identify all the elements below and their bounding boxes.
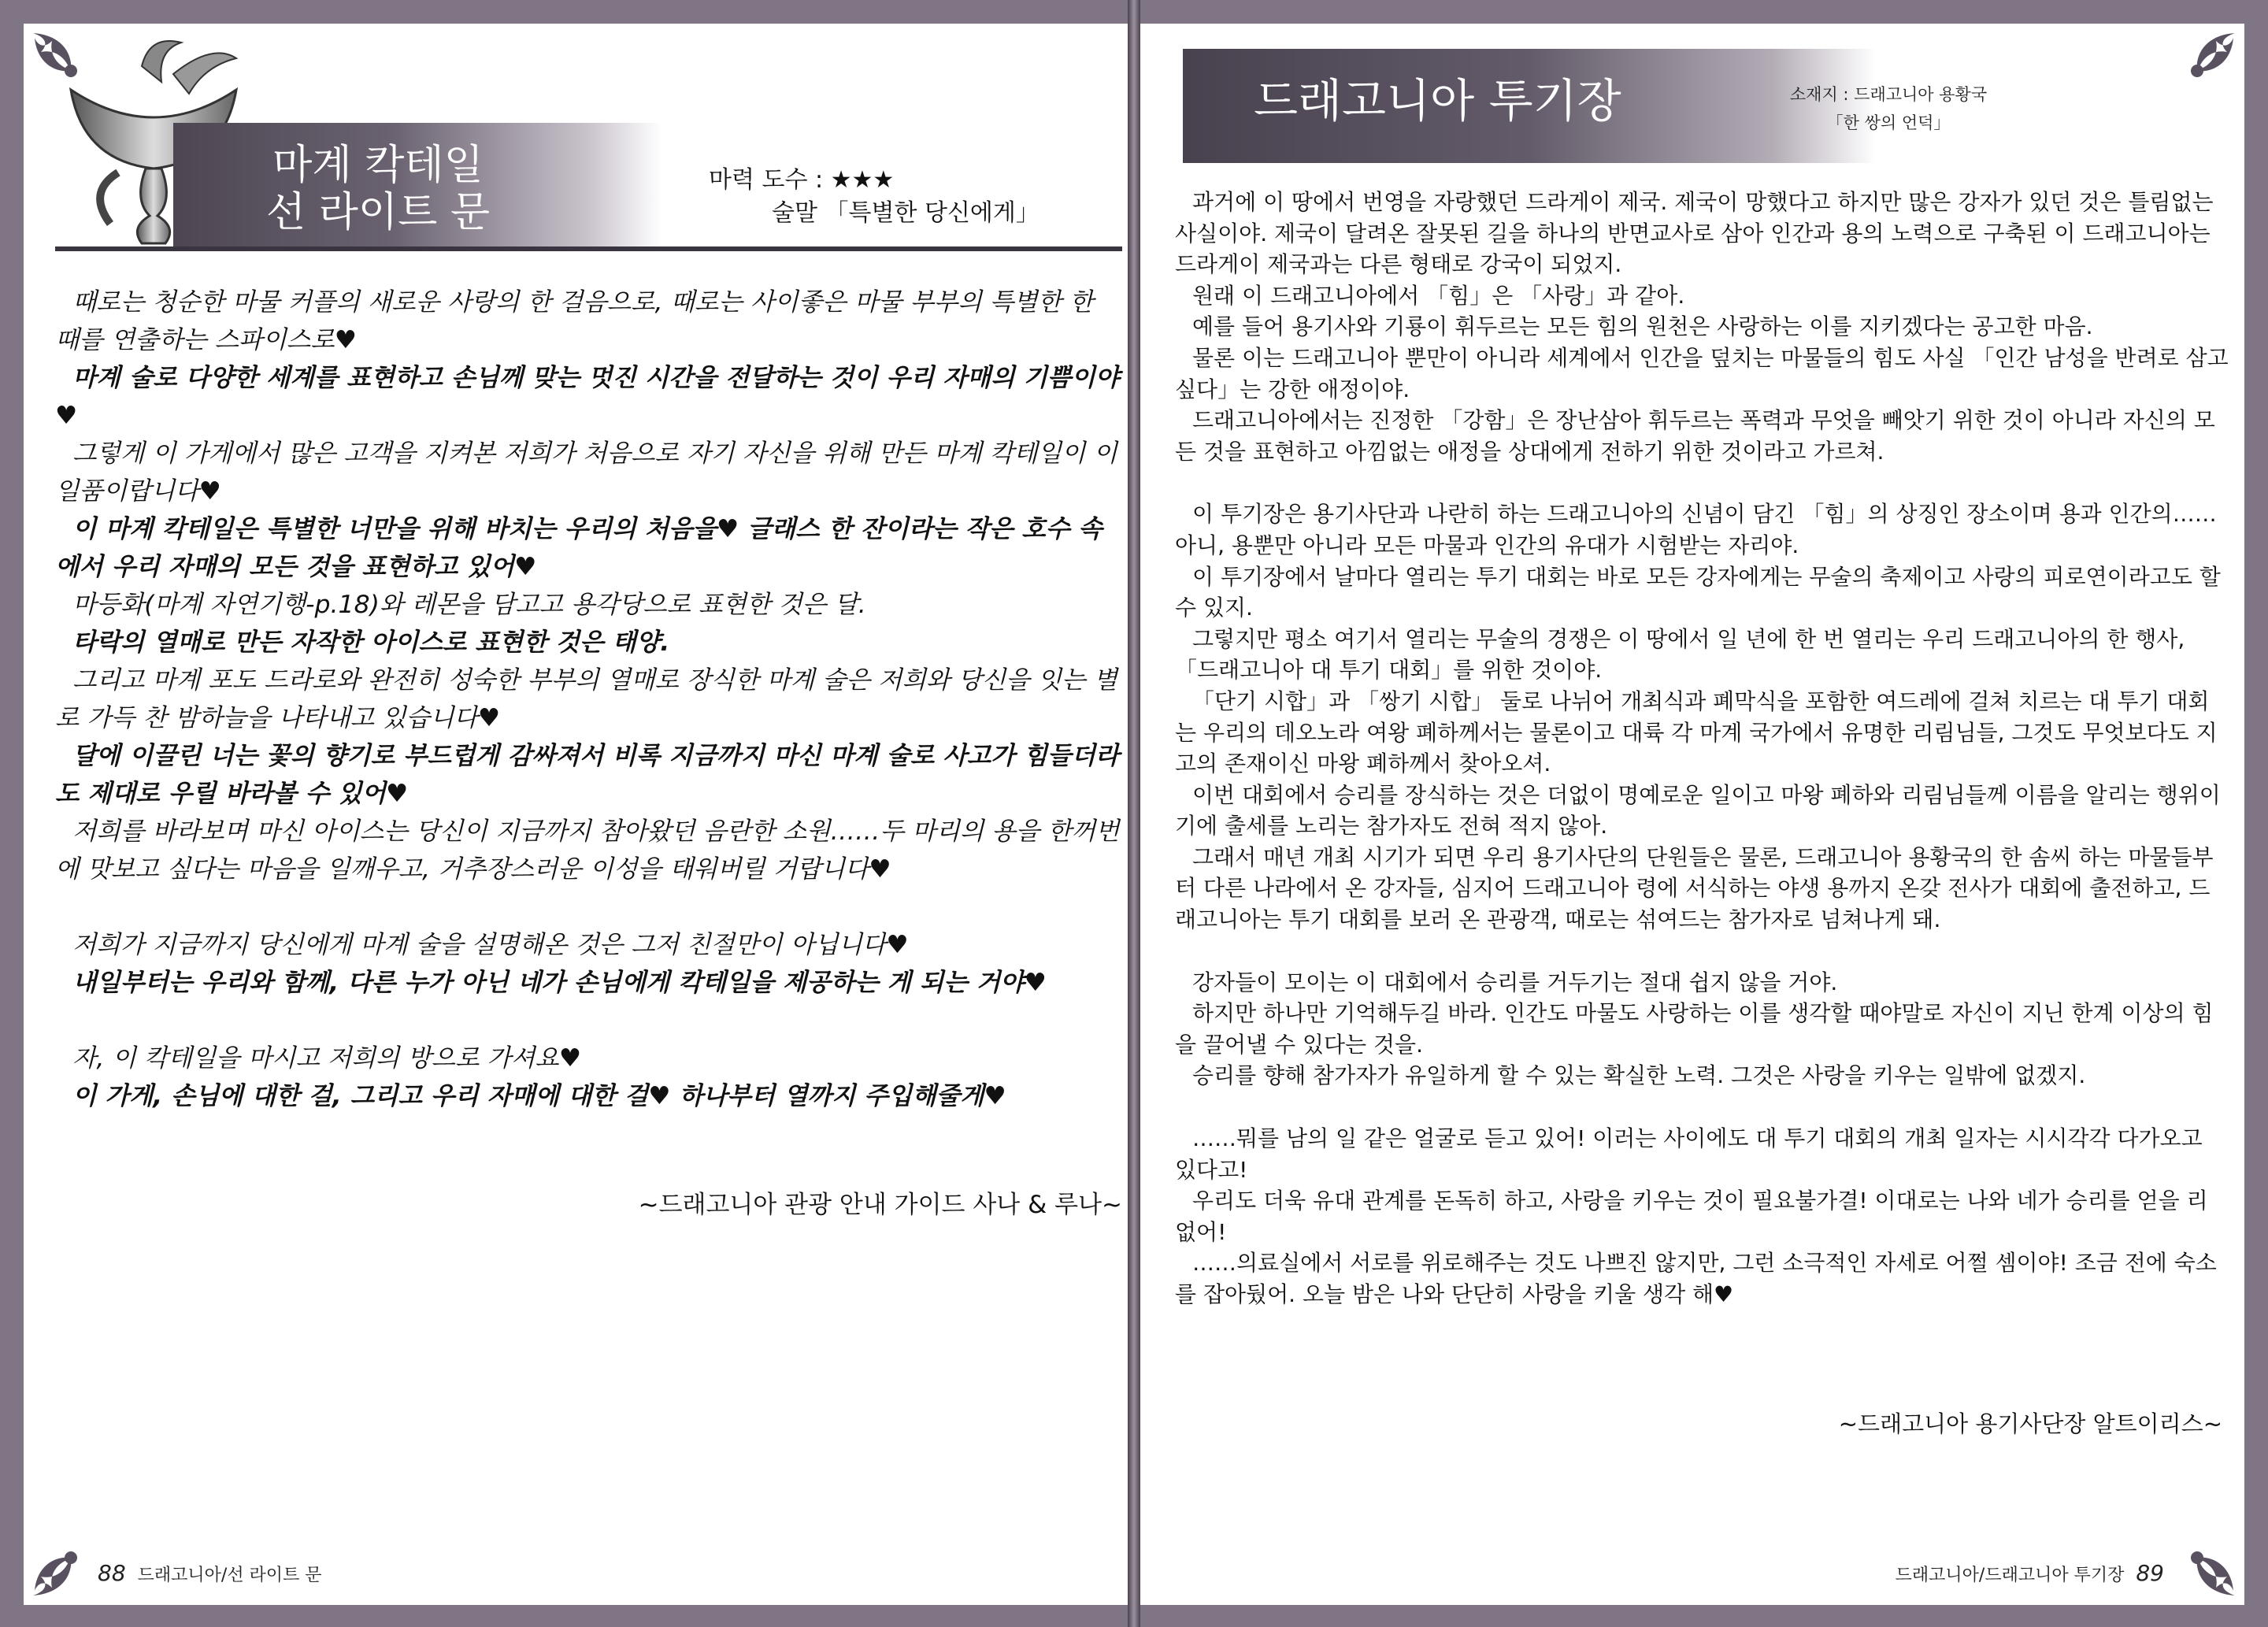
- right-page: [1140, 24, 2244, 1605]
- paragraph: 물론 이는 드래고니아 뿐만이 아니라 세계에서 인간을 덮치는 마물들의 힘도 사실 「인간 남성을 반려로 삼고 싶다」는 강한 애정이야.: [1175, 344, 2229, 402]
- paragraph: 그리고 마계 포도 드라로와 완전히 성숙한 부부의 열매로 장식한 마계 술은 저희와 당신을 잇는 별로 가득 찬 밤하늘을 나타내고 있습니다♥: [55, 666, 1117, 732]
- signature: ~드래고니아 관광 안내 가이드 사나 & 루나~: [638, 1191, 1122, 1219]
- paragraph: 하지만 하나만 기억해두길 바라. 인간도 마물도 사랑하는 이를 생각할 때야말로 자신이 지닌 한계 이상의 힘을 끌어낼 수 있다는 것을.: [1175, 1000, 2214, 1058]
- paragraph: 내일부터는 우리와 함께, 다른 누가 아닌 네가 손님에게 칵테일을 제공하는 게 되는 거야♥: [72, 969, 1047, 997]
- page-footer: [1896, 1558, 2170, 1592]
- paragraph: 승리를 향해 참가자가 유일하게 할 수 있는 확실한 노력. 그것은 사랑을 키우는 일밖에 없겠지.: [1192, 1062, 2086, 1089]
- location-line: 소재지 : 드래고니아 용황국: [1789, 85, 1988, 104]
- paragraph: 타락의 열매로 만든 자작한 아이스로 표현한 것은 태양.: [72, 628, 670, 657]
- page-number: 88: [98, 1560, 126, 1586]
- paragraph: 그렇게 이 가게에서 많은 고객을 지켜본 저희가 처음으로 자기 자신을 위해 만든 마계 칵테일이 이 일품이랍니다♥: [55, 439, 1117, 506]
- ornament-corner-top-right-icon: [2155, 27, 2241, 113]
- paragraph: 저희를 바라보며 마신 아이스는 당신이 지금까지 참아왔던 음란한 소원……두 마리의 용을 한꺼번에 맛보고 싶다는 마음을 일깨우고, 거추장스러운 이성을 태워버릴 거랍니다♥: [55, 817, 1120, 884]
- paragraph: ……뭐를 남의 일 같은 얼굴로 듣고 있어! 이러는 사이에도 대 투기 대회의 개최 일자는 시시각각 다가오고 있다고!: [1175, 1125, 2203, 1183]
- paragraph: 그렇지만 평소 여기서 열리는 무술의 경쟁은 이 땅에서 일 년에 한 번 열리는 우리 드래고니아의 한 행사, 「드래고니아 대 투기 대회」를 위한 것이야.: [1175, 625, 2185, 684]
- book-spine: [1128, 0, 1140, 1627]
- page-number: 89: [2136, 1560, 2164, 1586]
- paragraph: 원래 이 드래고니아에서 「힘」은 「사랑」과 같아.: [1192, 282, 1685, 309]
- signature: ~드래고니아 용기사단장 알트이리스~: [1838, 1410, 2222, 1437]
- paragraph: 우리도 더욱 유대 관계를 돈독히 하고, 사랑을 키우는 것이 필요불가결! 이대로는 나와 네가 승리를 얻을 리 없어!: [1175, 1188, 2208, 1245]
- footer-label: 드래고니아/드래고니아 투기장: [1895, 1566, 2125, 1585]
- footer-label: 드래고니아/선 라이트 문: [137, 1566, 322, 1585]
- drink-meta: [709, 164, 1118, 230]
- magic-rating: 마력 도수 : ★★★: [709, 166, 895, 194]
- paragraph: 마등화(마계 자연기행-p.18)와 레몬을 담고고 용각당으로 표현한 것은 달.: [72, 591, 866, 619]
- page-title: 마계 칵테일 선 라이트 문: [265, 142, 491, 236]
- paragraph: 이 마계 칵테일은 특별한 너만을 위해 바치는 우리의 처음을♥ 글래스 한 잔이라는 작은 호수 속에서 우리 자매의 모든 것을 표현하고 있어♥: [55, 515, 1102, 581]
- paragraph: 과거에 이 땅에서 번영을 자랑했던 드라게이 제국. 제국이 망했다고 하지만 많은 강자가 있던 것은 틀림없는 사실이야. 제국이 달려온 잘못된 길을 하나의 반면교사로 삼아 인간과 용의 노력으로 구축된 이 드래고니아는 드라게이 제국과는 다른 형태로 강국이 되었지.: [1175, 189, 2214, 278]
- paragraph: 「단기 시합」과 「쌍기 시합」 둘로 나뉘어 개최식과 폐막식을 포함한 여드레에 걸쳐 치르는 대 투기 대회는 우리의 데오노라 여왕 폐하께서는 물론이고 대륙 각 마계 국가에서 유명한 리림님들, 그것도 무엇보다도 지고의 존재이신 마왕 폐하께서 찾아오셔.: [1175, 687, 2218, 777]
- paragraph: 때로는 청순한 마물 커플의 새로운 사랑의 한 걸음으로, 때로는 사이좋은 마물 부부의 특별한 한 때를 연출하는 스파이스로♥: [55, 288, 1094, 354]
- paragraph: 이 투기장에서 날마다 열리는 투기 대회는 바로 모든 강자에게는 무술의 축제이고 사랑의 피로연이라고도 할 수 있지.: [1175, 563, 2221, 621]
- article-body: [55, 284, 1122, 1115]
- location-line: 「한 쌍의 언덕」: [1826, 113, 1951, 132]
- location-info: [1762, 80, 2014, 137]
- paragraph: 저희가 지금까지 당신에게 마계 술을 설명해온 것은 그저 친절만이 아닙니다♥: [72, 931, 909, 959]
- paragraph: 달에 이끌린 너는 꽃의 향기로 부드럽게 감싸져서 비록 지금까지 마신 마계 술로 사고가 힘들더라도 제대로 우릴 바라볼 수 있어♥: [55, 742, 1120, 808]
- paragraph: 강자들이 모이는 이 대회에서 승리를 거두기는 절대 쉽지 않을 거야.: [1192, 969, 1838, 995]
- page-footer: [91, 1558, 322, 1592]
- paragraph: ……의료실에서 서로를 위로해주는 것도 나쁘진 않지만, 그런 소극적인 자세로 어쩔 셈이야! 조금 전에 숙소를 잡아뒀어. 오늘 밤은 나와 단단히 사랑을 키울 생각 해♥: [1175, 1250, 2217, 1307]
- paragraph: 이번 대회에서 승리를 장식하는 것은 더없이 명예로운 일이고 마왕 폐하와 리림님들께 이름을 알리는 행위이기에 출세를 노리는 참가자도 전혀 적지 않아.: [1175, 781, 2221, 839]
- paragraph: 그래서 매년 개최 시기가 되면 우리 용기사단의 단원들은 물론, 드래고니아 용황국의 한 솜씨 하는 마물들부터 다른 나라에서 온 강자들, 심지어 드래고니아 령에 서식하는 야생 용까지 온갖 전사가 대회에 출전하고, 드래고니아는 투기 대회를 보러 온 관광객, 때로는 섞여드는 참가자로 넘쳐나게 돼.: [1175, 843, 2214, 933]
- paragraph: 드래고니아에서는 진정한 「강함」은 장난삼아 휘두르는 폭력과 무엇을 빼앗기 위한 것이 아니라 자신의 모든 것을 표현하고 아낌없는 애정을 상대에게 전하기 위한 것이라고 가르쳐.: [1175, 407, 2215, 465]
- paragraph: 마계 술로 다양한 세계를 표현하고 손님께 맞는 멋진 시간을 전달하는 것이 우리 자매의 기쁨이야♥: [55, 364, 1120, 430]
- article-body: [1175, 187, 2230, 1310]
- paragraph: 이 투기장은 용기사단과 나란히 하는 드래고니아의 신념이 담긴 「힘」의 상징인 장소이며 용과 인간의……아니, 용뿐만 아니라 모든 마물과 인간의 유대가 시험받는 자리야.: [1175, 501, 2217, 558]
- left-page: [24, 24, 1128, 1605]
- page-title: 드래고니아 투기장: [1254, 74, 1621, 128]
- drink-words: 술말 「특별한 당신에게」: [772, 199, 1040, 227]
- paragraph: 예를 들어 용기사와 기룡이 휘두르는 모든 힘의 원천은 사랑하는 이를 지키겠다는 공고한 마음.: [1192, 313, 2093, 340]
- header-divider: [55, 246, 1122, 251]
- paragraph: 자, 이 칵테일을 마시고 저희의 방으로 가셔요♥: [72, 1044, 582, 1073]
- paragraph: 이 가게, 손님에 대한 걸, 그리고 우리 자매에 대한 걸♥ 하나부터 열까지 주입해줄게♥: [72, 1082, 1006, 1110]
